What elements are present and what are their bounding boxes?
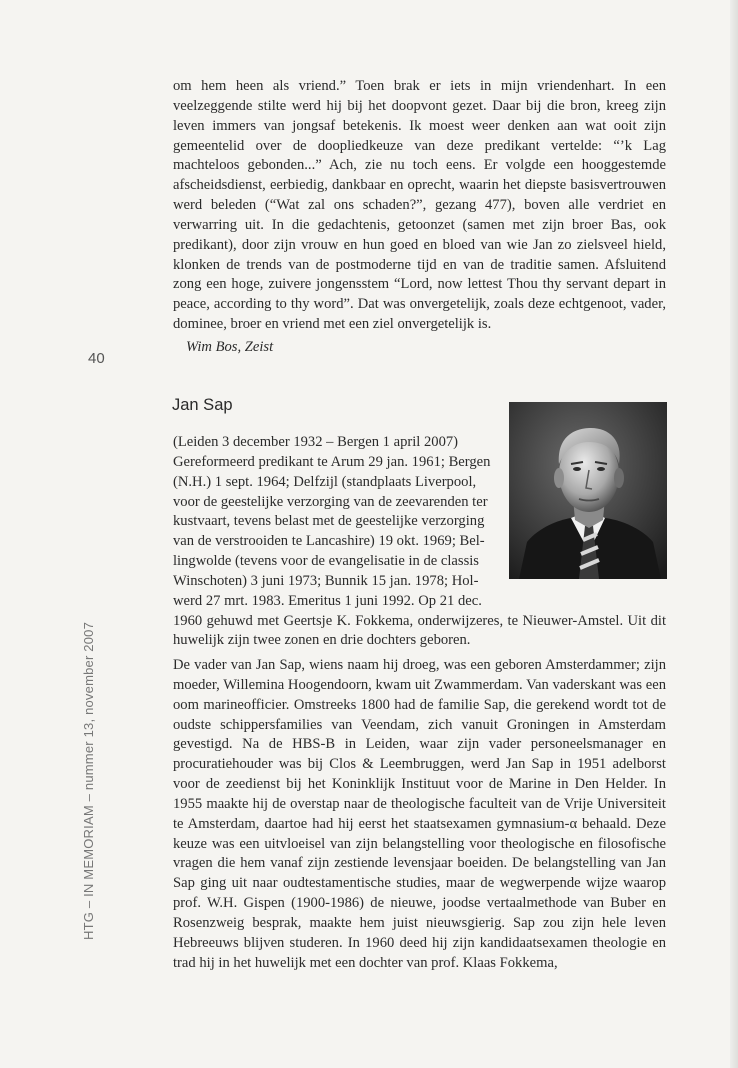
bio-line: lingwolde (tevens voor de evangelisatie in de classis	[173, 553, 479, 570]
article-title: Jan Sap	[172, 396, 233, 414]
running-head: HTG – IN MEMORIAM – nummer 13, november 2007	[81, 621, 96, 940]
previous-article-text: om hem heen als vriend.” Toen brak er iets in mijn vriendenhart. In een veelzeggende stilte werd hij bij het doopvont gezet. Daar bij die bron, kreeg zijn leven immers van jongsaf betekenis. Ik moest weer denken aan wat ooit zijn gemeentelid over de doopliedkeuze van deze predikant vertelde: “’k Lag machteloos gebonden...” Ach, zie nu toch eens. Er volgde een hooggestemde afscheidsdienst, eerbiedig, dankbaar en oprecht, waarin het diepste basisvertrouwen werd beleden (“Wat zal ons schaden?”, gezang 477), boven alle verdriet en verwarring uit. In die gedachtenis, getoonzet (samen met zijn broer Bas, ook predikant), door zijn vrouw en hun goed en bloed van wie Jan zo zielsveel hield, klonken de trends van de postmoderne tijd en van de traditie samen. Afsluitend zong een hoge, zuivere jongensstem “Lord, now lettest Thou thy servant depart in peace, according to thy word”. Dat was onvergetelijk, zoals deze echtgenoot, vader, dominee, broer en vriend met een ziel onvergetelijk is.	[173, 78, 666, 333]
bio-line: van de verstrooiden te Lancashire) 19 okt. 1969; Bel-	[173, 533, 485, 550]
bio-line: (Leiden 3 december 1932 – Bergen 1 april 2007)	[173, 434, 459, 450]
bio-tail: 1960 gehuwd met Geertsje K. Fokkema, onderwijzeres, te Nieuwer-Amstel. Uit dit huwelijk zijn twee zonen en drie dochters geboren.	[173, 612, 666, 649]
author-signature: Wim Bos, Zeist	[186, 339, 274, 355]
page-number: 40	[88, 350, 105, 367]
bio-line: kustvaart, tevens belast met de geestelijke verzorging	[173, 513, 485, 530]
bio-line: voor de geestelijke verzorging van de zeevarenden ter	[173, 493, 488, 510]
bio-line: Gereformeerd predikant te Arum 29 jan. 1961; Bergen	[173, 453, 491, 470]
bio-line: Winschoten) 3 juni 1973; Bunnik 15 jan. 1978; Hol-	[173, 572, 479, 589]
article-body: De vader van Jan Sap, wiens naam hij droeg, was een geboren Amsterdammer; zijn moeder, Willemina Hoogendoorn, kwam uit Zwammerdam. Van vaderskant was een oom marineofficier. Omstreeks 1800 had de familie Sap, die gerekend wordt tot de oudste schippersfamilies van Veendam, zich vanuit Groningen in Amsterdam gevestigd. Na de HBS-B in Leiden, waar zijn vader personeelsmanager en procuratiehouder was bij Clos & Leembruggen, werd Jan Sap in 1951 adelborst voor de zeedienst bij het Koninklijk Instituut voor de Marine in Den Helder. In 1955 maakte hij de overstap naar de theologische faculteit van de Vrije Universiteit te Amsterdam, daartoe had hij eerst het staatsexamen gymnasium-α behaald. Deze keuze was een uitvloeisel van zijn belangstelling voor theologische en filosofische vragen die hem vanaf zijn zestiende levensjaar boeiden. De belangstelling van Jan Sap ging uit naar oudtestamentische studies, maar de wegwerpende wijze waarop prof. W.H. Gispen (1900-1986) de nieuwe, joodse vertaalmethode van Buber en Rosenzweig besprak, maakte hem juist nieuwsgierig. Sap zou zijn hele leven Hebreeuws blijven studeren. In 1960 deed hij zijn kandidaatsexamen theologie en trad hij in het huwelijk met een dochter van prof. Klaas Fokkema,	[173, 657, 666, 971]
biography-block	[173, 433, 666, 651]
bio-line: werd 27 mrt. 1983. Emeritus 1 juni 1992. Op 21 dec.	[173, 592, 482, 609]
page-edge-shadow	[730, 0, 738, 1068]
bio-line: (N.H.) 1 sept. 1964; Delfzijl (standplaats Liverpool,	[173, 473, 477, 490]
